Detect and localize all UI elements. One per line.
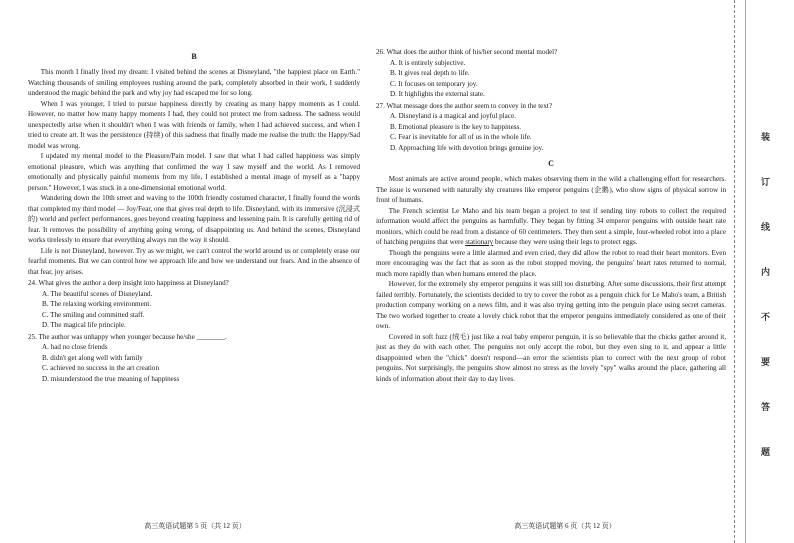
option-a[interactable]: A. It is entirely subjective. xyxy=(390,58,466,67)
option-list xyxy=(42,289,360,331)
option-list xyxy=(390,58,726,100)
passage-c-paragraph-2 xyxy=(376,206,726,248)
section-letter-b: B xyxy=(191,52,197,61)
option-list xyxy=(42,342,360,384)
passage-c-paragraph-3: Though the penguins were a little alarmed and even cried, they did allow the robot to read their heart monitors. Even more encouraging was the fact that as soon as the robot stopped moving, the penguins' heart rates returned to normal, much more rapidly than when humans entered the place. xyxy=(376,248,726,278)
passage-c-paragraph-4: However, for the extremely shy emperor penguins it was still too disturbing. After some discussions, their first attempt failed terribly. Fortunately, the scientists decided to try to cover the robot as a penguin chick for Le Maho's team, a British production company working on a news film, and it was also trying getting into the penguin place using secret cameras. The two worked together to create a lovely chick robot that the emperor penguins immediately considered as one of their own. xyxy=(376,280,726,330)
page-footer-right: 高三英语试题第 6 页（共 12 页） xyxy=(514,522,616,530)
binding-char: 线 xyxy=(761,223,771,233)
question-stem: 27. What message does the author seem to convey in the text? xyxy=(376,101,552,110)
option-d[interactable]: D. misunderstood the true meaning of happiness xyxy=(42,374,180,383)
passage-c-paragraph-5: Covered in soft fuzz (绒毛) just like a real baby emperor penguin, it is so believable that the chicks gather around it, just as they do with each other. The penguins not only accept the robot, but they even sing to it, and appear a little disappointed when the "chick" doesn't respond—an error the scientists plan to correct with the next group of robot penguins. Not surprisingly, the penguins show almost no stress as the lovely "spy" walks around the place, gathering all kinds of information about their day to day lives. xyxy=(376,332,726,383)
question-27 xyxy=(376,101,726,154)
section-letter-c: C xyxy=(548,159,554,168)
binding-char: 装 xyxy=(761,133,771,143)
binding-char: 订 xyxy=(761,178,771,188)
binding-char: 不 xyxy=(761,313,771,323)
binding-char: 题 xyxy=(761,448,771,458)
option-c[interactable]: C. Fear is inevitable for all of us in the whole life. xyxy=(390,133,532,141)
binding-strip xyxy=(734,0,794,543)
question-stem: 26. What does the author think of his/her second mental model? xyxy=(376,48,558,56)
question-26 xyxy=(376,47,726,100)
passage-b-paragraph-1: This month I finally lived my dream: I visited behind the scenes at Disneyland, "the happiest place on Earth." Watching thousands of smiling employees rushing around the park, completely absorbed in their work, I suddenly understood the magic behind the park and why joy had escaped me for so long. xyxy=(28,68,360,97)
option-list xyxy=(390,111,726,153)
option-b[interactable]: B. didn't get along well with family xyxy=(42,353,143,362)
binding-char: 要 xyxy=(761,358,771,368)
underlined-word: stationary xyxy=(465,238,494,246)
option-b[interactable]: B. The relaxing working environment. xyxy=(42,300,152,308)
option-a[interactable]: A. Disneyland is a magical and joyful place. xyxy=(390,112,516,120)
binding-char: 内 xyxy=(761,268,771,278)
option-b[interactable]: B. It gives real depth to life. xyxy=(390,69,470,77)
question-24 xyxy=(28,278,360,331)
option-a[interactable]: A. The beautiful scenes of Disneyland. xyxy=(42,289,153,298)
paragraph-text: The French scientist Le Maho and his team began a project to test if sending tiny robots to collect the required information would affect the penguins as harmfully. They began by fitting 34 emperor penguins with outside heart rate monitors, which could be read from a distance of 60 centimeters. They then sent a simple, four-wheeled robot into a place of hatching penguins that were xyxy=(376,206,726,246)
question-25 xyxy=(28,332,360,385)
option-c[interactable]: C. It focuses on temporary joy. xyxy=(390,79,478,88)
page-footer-left: 高三英语试题第 5 页（共 12 页） xyxy=(144,522,246,530)
passage-b-paragraph-5: Life is not Disneyland, however. Try as we might, we can't control the world around us or completely erase our fearful moments. But we can control how we approach life and how we understand our fears. And in the absence of that fear, joy arises. xyxy=(28,246,360,276)
passage-b-paragraph-4: Wandering down the 10th street and waving to the 100th friendly costumed character, I finally found the words that completed my third model — Joy/Fear, one that gives real depth to life. Disneyland, with its immersive (沉浸式的) world and perfect performances, goes beyond creating happiness and lessening pain. It is carefully getting rid of fear. It removes the possibility of anything going wrong, of disappointing us. And behind the scenes, Disneyland works tirelessly to ensure that everything always run the way it should. xyxy=(28,194,360,244)
option-b[interactable]: B. Emotional pleasure is the key to happiness. xyxy=(390,122,522,131)
paragraph-text-tail: because they were using their legs to protect eggs. xyxy=(493,238,638,246)
option-a[interactable]: A. had no close friends xyxy=(42,343,108,351)
passage-b-paragraph-2: When I was younger, I tried to pursue happiness directly by creating as many happy moments as I could. However, no matter how many happy moments I had, they could not protect me from sadness. The sadness would unexpectedly arise when it shouldn't when I was with friends or family, when I had achieved success, and when I tried to create art. It was the persistence (持续) of this sadness that finally made me realise the truth: the Happy/Sad model was wrong. xyxy=(28,99,360,150)
binding-line xyxy=(745,0,746,543)
option-d[interactable]: D. It highlights the external state. xyxy=(390,90,485,98)
option-c[interactable]: C. achieved no success in the art creation xyxy=(42,364,160,372)
option-d[interactable]: D. The magical life principle. xyxy=(42,321,126,329)
question-stem: 24. What gives the author a deep insight into happiness at Disneyland? xyxy=(28,279,229,287)
left-page xyxy=(0,0,370,543)
question-stem: 25. The author was unhappy when younger because he/she ________. xyxy=(28,332,227,341)
option-c[interactable]: C. The smiling and committed staff. xyxy=(42,310,145,319)
option-d[interactable]: D. Approaching life with devotion brings genuine joy. xyxy=(390,143,544,152)
passage-c-paragraph-1: Most animals are active around people, which makes observing them in the wild a challenging effort for researchers. The issue is worsened with naturally shy creatures like emperor penguins (企鹅), who show signs of physical sorrow in front of humans. xyxy=(376,175,726,204)
right-page xyxy=(370,0,732,543)
binding-char: 答 xyxy=(761,403,771,413)
passage-b-paragraph-3: I updated my mental model to the Pleasure/Pain model. I saw that what I had called happiness was simply emotional pleasure, which was anything that confirmed the way I saw myself and the world. As I removed emotionally and physically painful moments from my life, I established a mental image of myself as a "happy person." However, I was stuck in a one-dimensional emotional world. xyxy=(28,152,360,192)
